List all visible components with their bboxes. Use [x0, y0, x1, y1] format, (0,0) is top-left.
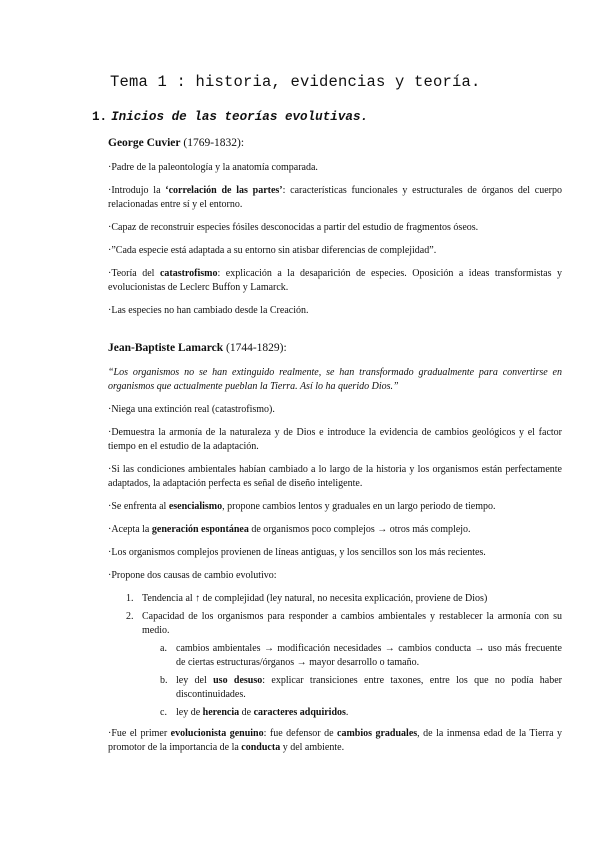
cuvier-point-2: [108, 184, 562, 212]
cuvier-heading: [108, 136, 562, 150]
bold-term: esencialismo: [168, 501, 223, 512]
cuvier-point-1: ·Padre de la paleontología y la anatomía comparada.: [108, 162, 318, 173]
list-item: [108, 592, 562, 606]
causes-list: [108, 592, 562, 720]
list-item-text: Capacidad de los organismos para responder a cambios ambientales y restablecer la armonía con su medio.: [142, 611, 562, 636]
cuvier-dates: (1769-1832):: [183, 137, 245, 149]
text-run: ·Teoría del: [108, 268, 160, 279]
text-run: y del ambiente.: [280, 742, 345, 753]
text-run: ·Introdujo la: [108, 185, 166, 196]
lamarck-quote: “Los organismos no se han extinguido realmente, se han transformado gradualmente para convertirse en organismos que actualmente pueblan la Tierra. Así lo ha querido Dios.”: [108, 367, 562, 392]
text-run: : fue defensor de: [263, 728, 337, 739]
section-heading: [92, 110, 368, 124]
cuvier-point-6: ·Las especies no han cambiado desde la Creación.: [108, 305, 309, 316]
bold-term: cambios graduales: [337, 728, 418, 739]
text-run: .: [345, 707, 349, 718]
text-run: , propone cambios lentos y graduales en un largo periodo de tiempo.: [222, 501, 496, 512]
sub-list-item: [142, 674, 562, 702]
lamarck-point-7: ·Propone dos causas de cambio evolutivo:: [108, 570, 277, 581]
lamarck-name: Jean-Baptiste Lamarck: [108, 342, 224, 354]
text-run: de organismos poco complejos → otros más complejo.: [248, 524, 471, 535]
bold-term: caracteres adquiridos: [253, 707, 346, 718]
bold-term: catastrofismo: [159, 268, 218, 279]
lamarck-point-2: ·Demuestra la armonía de la naturaleza y de Dios e introduce la evidencia de cambios geológicos y el factor tiempo en el estudio de la adaptación.: [108, 427, 562, 452]
bold-term: ‘correlación de las partes’: [165, 185, 283, 196]
text-run: : explicación a la desaparición de especies. Oposición a ideas transformistas y evolucionistas de Leclerc Buffon y Lamarck.: [108, 268, 562, 293]
list-marker: 1.: [126, 593, 134, 604]
lamarck-point-1: ·Niega una extinción real (catastrofismo).: [108, 404, 275, 415]
page-title: Tema 1 : historia, evidencias y teoría.: [110, 73, 481, 91]
text-run: ley de: [176, 707, 203, 718]
bold-term: uso desuso: [213, 675, 263, 686]
cuvier-name: George Cuvier: [108, 137, 181, 149]
list-marker: c.: [160, 707, 167, 718]
sub-list: [142, 642, 562, 720]
list-item: [108, 610, 562, 720]
bold-term: conducta: [241, 742, 281, 753]
sub-list-item: [142, 642, 562, 670]
lamarck-final-point: [108, 727, 562, 755]
lamarck-point-3: ·Si las condiciones ambientales habían cambiado a lo largo de la historia y los organismos están perfectamente adaptados, la adaptación perfecta es señal de diseño inteligente.: [108, 464, 562, 489]
cuvier-point-4: ·”Cada especie está adaptada a su entorno sin atisbar diferencias de complejidad”.: [108, 245, 437, 256]
list-marker: 2.: [126, 611, 134, 622]
cuvier-point-3: ·Capaz de reconstruir especies fósiles desconocidas a partir del estudio de fragmentos óseos.: [108, 222, 479, 233]
text-run: de: [239, 707, 254, 718]
text-run: ley del: [176, 675, 214, 686]
lamarck-point-4: [108, 500, 562, 514]
text-run: : características funcionales y estructurales de órganos del cuerpo relacionadas entre sí y el entorno.: [108, 185, 563, 210]
lamarck-point-5: [108, 523, 562, 537]
cuvier-point-5: [108, 267, 562, 295]
sub-list-item: [142, 706, 562, 720]
text-run: , de la inmensa edad de la Tierra y promotor de la importancia de la: [108, 728, 562, 753]
spacer: [108, 327, 562, 341]
lamarck-dates: (1744-1829):: [225, 342, 287, 354]
list-marker: b.: [160, 675, 168, 686]
lamarck-heading: [108, 341, 562, 355]
section-number: 1.: [92, 110, 108, 124]
list-item-text: cambios ambientales → modificación necesidades → cambios conducta → uso más frecuente de ciertas estructuras/órganos → mayor desarrollo o tamaño.: [176, 643, 562, 668]
lamarck-point-6: ·Los organismos complejos provienen de líneas antiguas, y los sencillos son los más recientes.: [108, 547, 486, 558]
text-run: ·Acepta la: [108, 524, 152, 535]
list-marker: a.: [160, 643, 167, 654]
bold-term: evolucionista genuino: [170, 728, 264, 739]
bold-term: herencia: [202, 707, 240, 718]
text-run: : explicar transiciones entre taxones, entre los que no podía haber discontinuidades.: [176, 675, 562, 700]
section-title: Inicios de las teorías evolutivas.: [111, 110, 369, 124]
text-run: ·Fue el primer: [108, 728, 171, 739]
document-body: [108, 136, 562, 764]
bold-term: generación espontánea: [151, 524, 249, 535]
list-item-text: Tendencia al ↑ de complejidad (ley natural, no necesita explicación, proviene de Dios): [142, 593, 488, 604]
text-run: ·Se enfrenta al: [108, 501, 169, 512]
